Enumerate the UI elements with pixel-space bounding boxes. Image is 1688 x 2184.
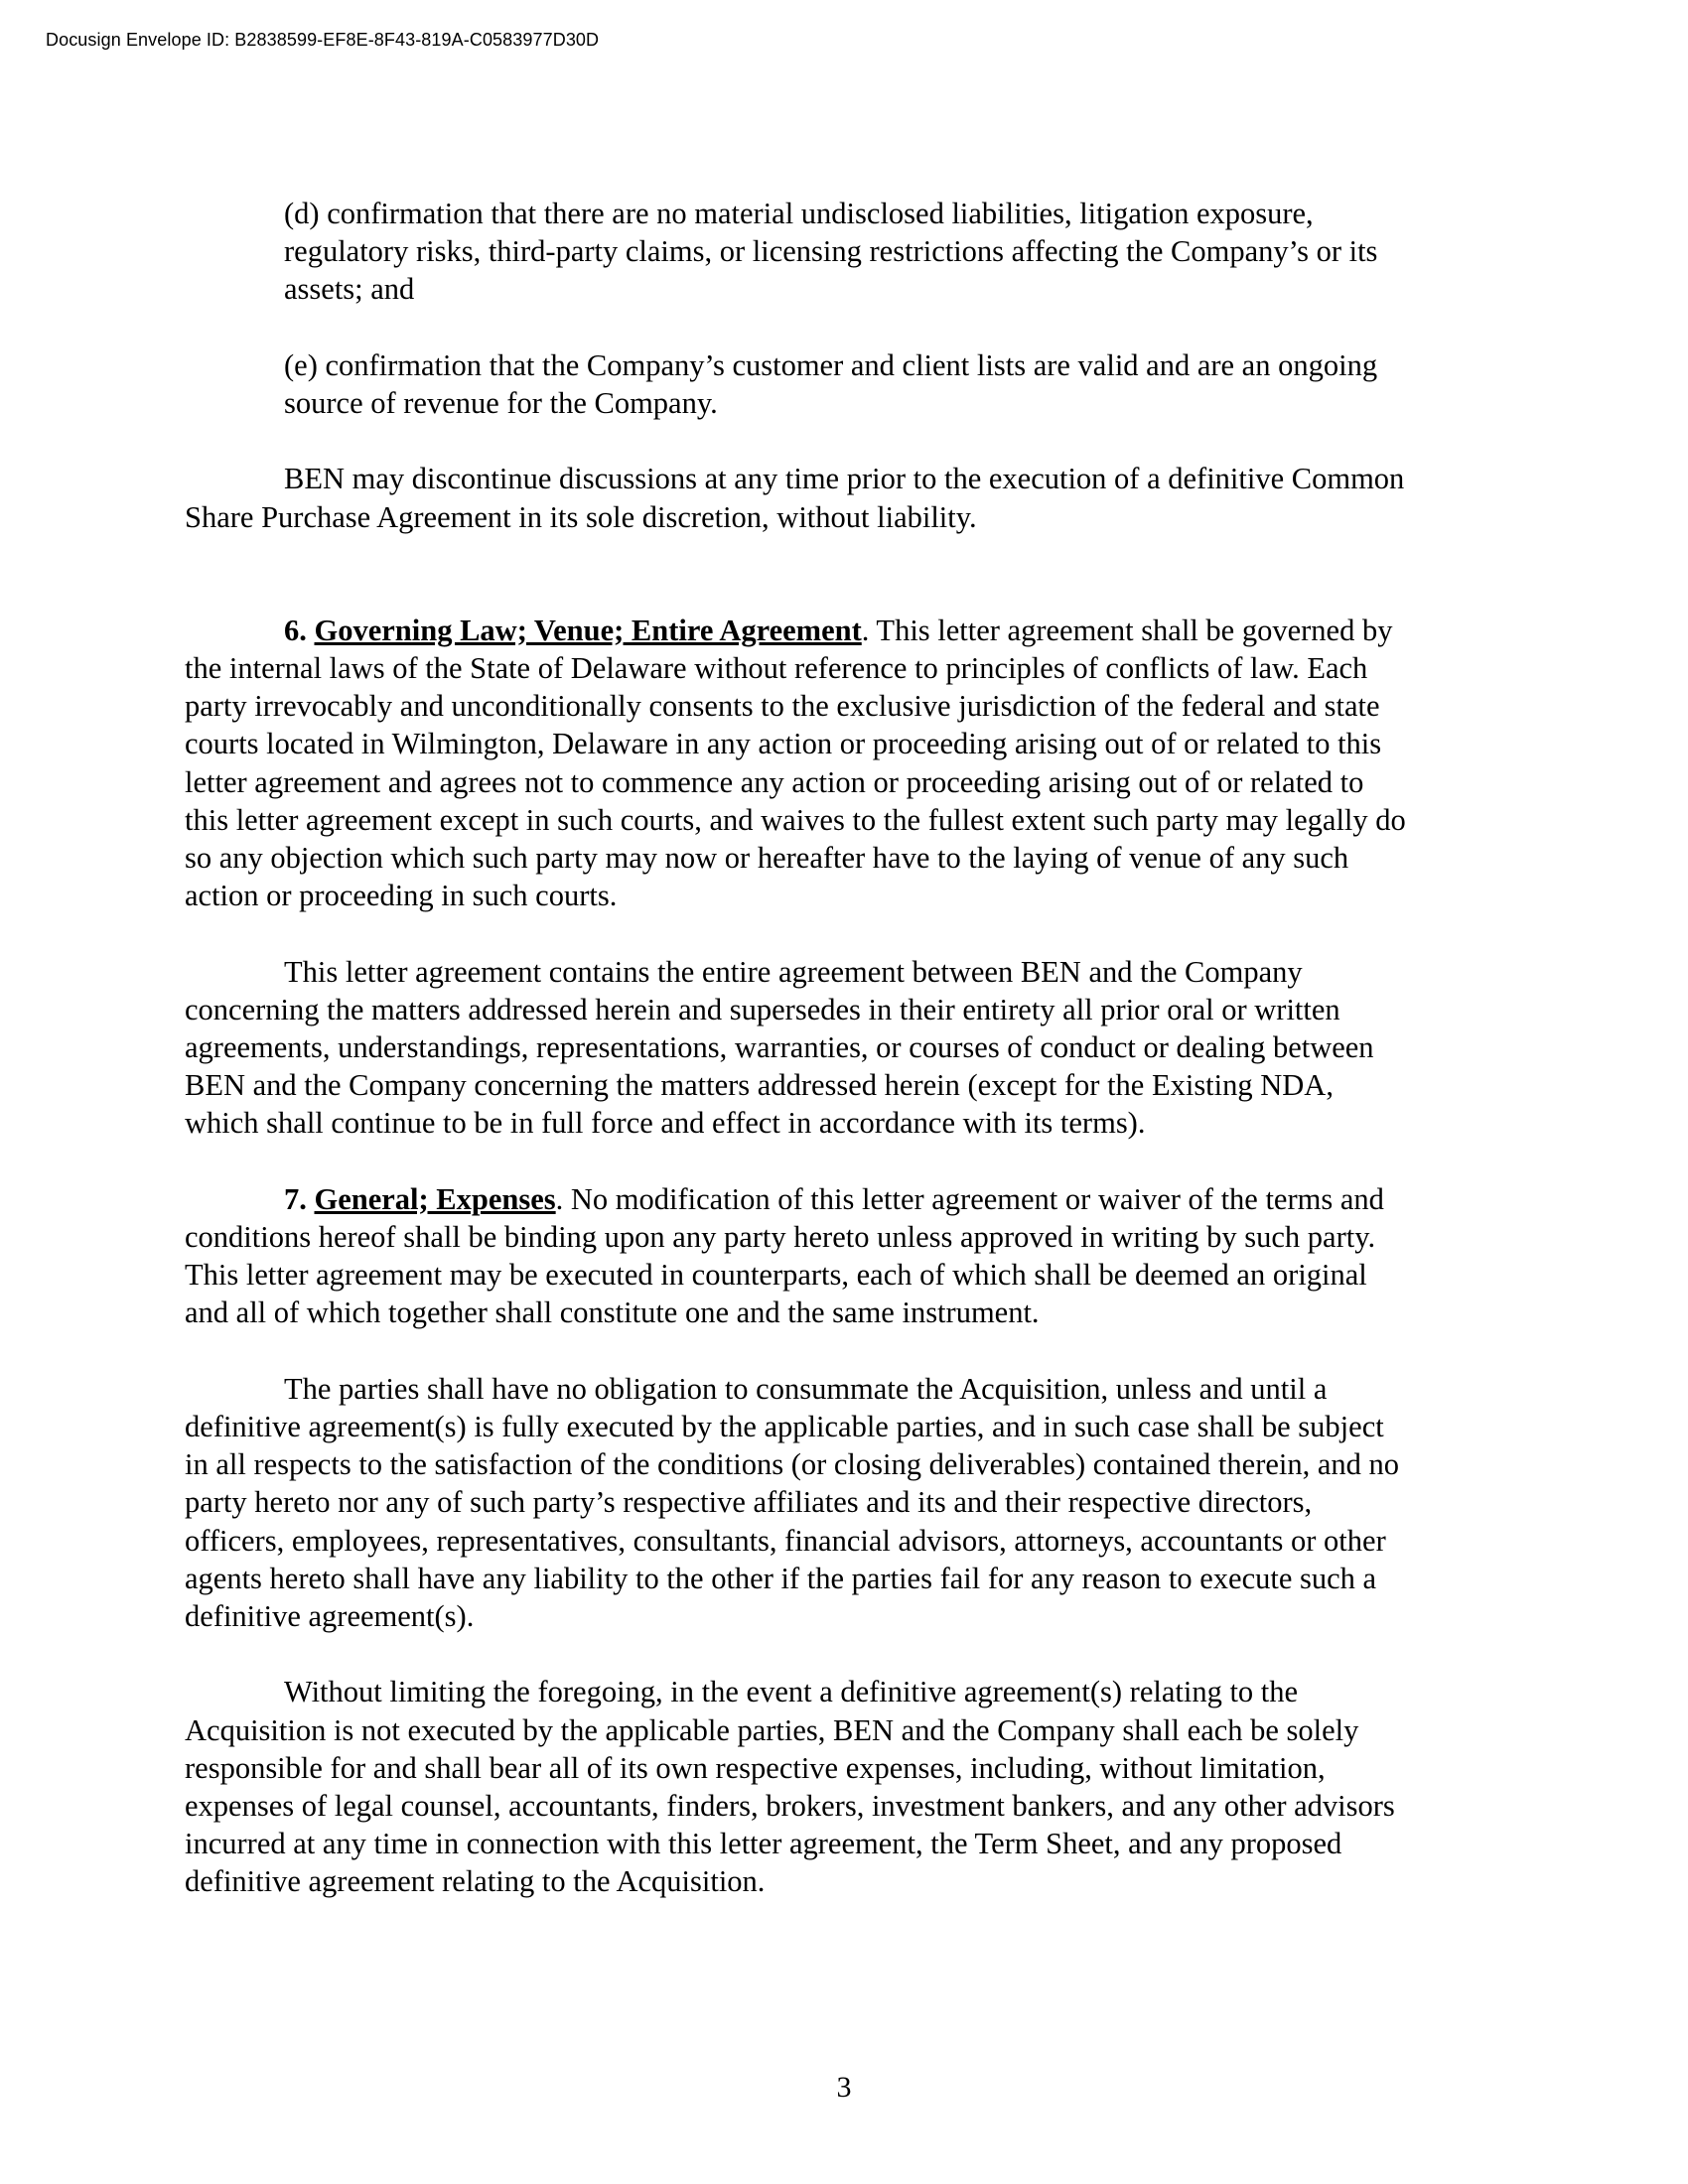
text-line: This letter agreement contains the entire agreement between BEN and the Company xyxy=(284,954,1303,989)
paragraph-discontinue xyxy=(185,460,1515,535)
section-6-first-line: . This letter agreement shall be governed by xyxy=(861,613,1393,647)
text-line: (d) confirmation that there are no material undisclosed liabilities, litigation exposure, xyxy=(284,197,1314,230)
paragraph-expenses xyxy=(185,1673,1515,1900)
text-line: officers, employees, representatives, consultants, financial advisors, attorneys, accountants or other xyxy=(185,1523,1386,1558)
text-line: agents hereto shall have any liability to the other if the parties fail for any reason to execute such a xyxy=(185,1561,1377,1595)
text-line: so any objection which such party may now or hereafter have to the laying of venue of any such xyxy=(185,841,1349,876)
text-line: Acquisition is not executed by the applicable parties, BEN and the Company shall each be solely xyxy=(185,1712,1359,1747)
section-7-title: General; Expenses xyxy=(314,1181,556,1216)
section-7-heading-line xyxy=(185,1180,1515,1218)
page-number: 3 xyxy=(836,2071,852,2104)
section-6-number: 6. xyxy=(284,613,307,647)
text-line: regulatory risks, third-party claims, or licensing restrictions affecting the Company’s or its xyxy=(284,234,1378,269)
text-line: responsible for and shall bear all of its own respective expenses, including, without limitation, xyxy=(185,1750,1326,1785)
paragraph-entire-agreement xyxy=(185,953,1515,1143)
text-line: definitive agreement relating to the Acquisition. xyxy=(185,1864,766,1899)
docusign-envelope-id: Docusign Envelope ID: B2838599-EF8E-8F43-819A-C0583977D30D xyxy=(46,30,600,50)
text-line: agreements, understandings, representations, warranties, or courses of conduct or dealing between xyxy=(185,1030,1374,1065)
section-7-number: 7. xyxy=(284,1181,307,1216)
text-line: and all of which together shall constitute one and the same instrument. xyxy=(185,1296,1040,1330)
section-7-general-expenses xyxy=(185,1180,1515,1332)
text-line: incurred at any time in connection with this letter agreement, the Term Sheet, and any proposed xyxy=(185,1827,1342,1861)
document-body xyxy=(185,195,1515,1939)
text-line: definitive agreement(s). xyxy=(185,1599,475,1634)
paragraph-item-e xyxy=(185,346,1515,422)
text-line: concerning the matters addressed herein and supersedes in their entirety all prior oral or written xyxy=(185,992,1340,1026)
text-line: The parties shall have no obligation to consummate the Acquisition, unless and until a xyxy=(284,1371,1328,1406)
text-line: letter agreement and agrees not to commence any action or proceeding arising out of or related to xyxy=(185,764,1364,799)
text-line: BEN and the Company concerning the matters addressed herein (except for the Existing NDA, xyxy=(185,1068,1334,1103)
text-line: party hereto nor any of such party’s respective affiliates and its and their respective directors, xyxy=(185,1485,1313,1520)
paragraph-item-d xyxy=(185,195,1515,309)
section-7-first-line: . No modification of this letter agreement or waiver of the terms and xyxy=(555,1181,1384,1216)
text-line: BEN may discontinue discussions at any time prior to the execution of a definitive Common xyxy=(284,462,1405,496)
text-line: expenses of legal counsel, accountants, finders, brokers, investment bankers, and any other advisors xyxy=(185,1789,1395,1824)
text-line: This letter agreement may be executed in counterparts, each of which shall be deemed an original xyxy=(185,1258,1367,1293)
section-6-title: Governing Law; Venue; Entire Agreement xyxy=(314,613,862,647)
text-line: action or proceeding in such courts. xyxy=(185,879,618,913)
text-line: the internal laws of the State of Delaware without reference to principles of conflicts of law. Each xyxy=(185,651,1368,685)
text-line: in all respects to the satisfaction of the conditions (or closing deliverables) contained therein, and no xyxy=(185,1447,1400,1482)
text-line: source of revenue for the Company. xyxy=(284,386,718,420)
text-line: conditions hereof shall be binding upon any party hereto unless approved in writing by such party. xyxy=(185,1220,1376,1255)
section-6-heading-line xyxy=(185,612,1515,649)
text-line: (e) confirmation that the Company’s customer and client lists are valid and are an ongoing xyxy=(284,347,1378,382)
text-line: Share Purchase Agreement in its sole discretion, without liability. xyxy=(185,499,977,534)
paragraph-no-obligation xyxy=(185,1370,1515,1635)
text-line: assets; and xyxy=(284,272,415,307)
text-line: Without limiting the foregoing, in the event a definitive agreement(s) relating to the xyxy=(284,1675,1299,1709)
section-6-governing-law xyxy=(185,612,1515,915)
text-line: courts located in Wilmington, Delaware in any action or proceeding arising out of or related to this xyxy=(185,727,1382,761)
text-line: party irrevocably and unconditionally consents to the exclusive jurisdiction of the federal and state xyxy=(185,689,1380,724)
text-line: definitive agreement(s) is fully executed by the applicable parties, and in such case shall be subject xyxy=(185,1410,1384,1444)
text-line: this letter agreement except in such courts, and waives to the fullest extent such party may legally do xyxy=(185,802,1406,837)
text-line: which shall continue to be in full force and effect in accordance with its terms). xyxy=(185,1106,1146,1141)
